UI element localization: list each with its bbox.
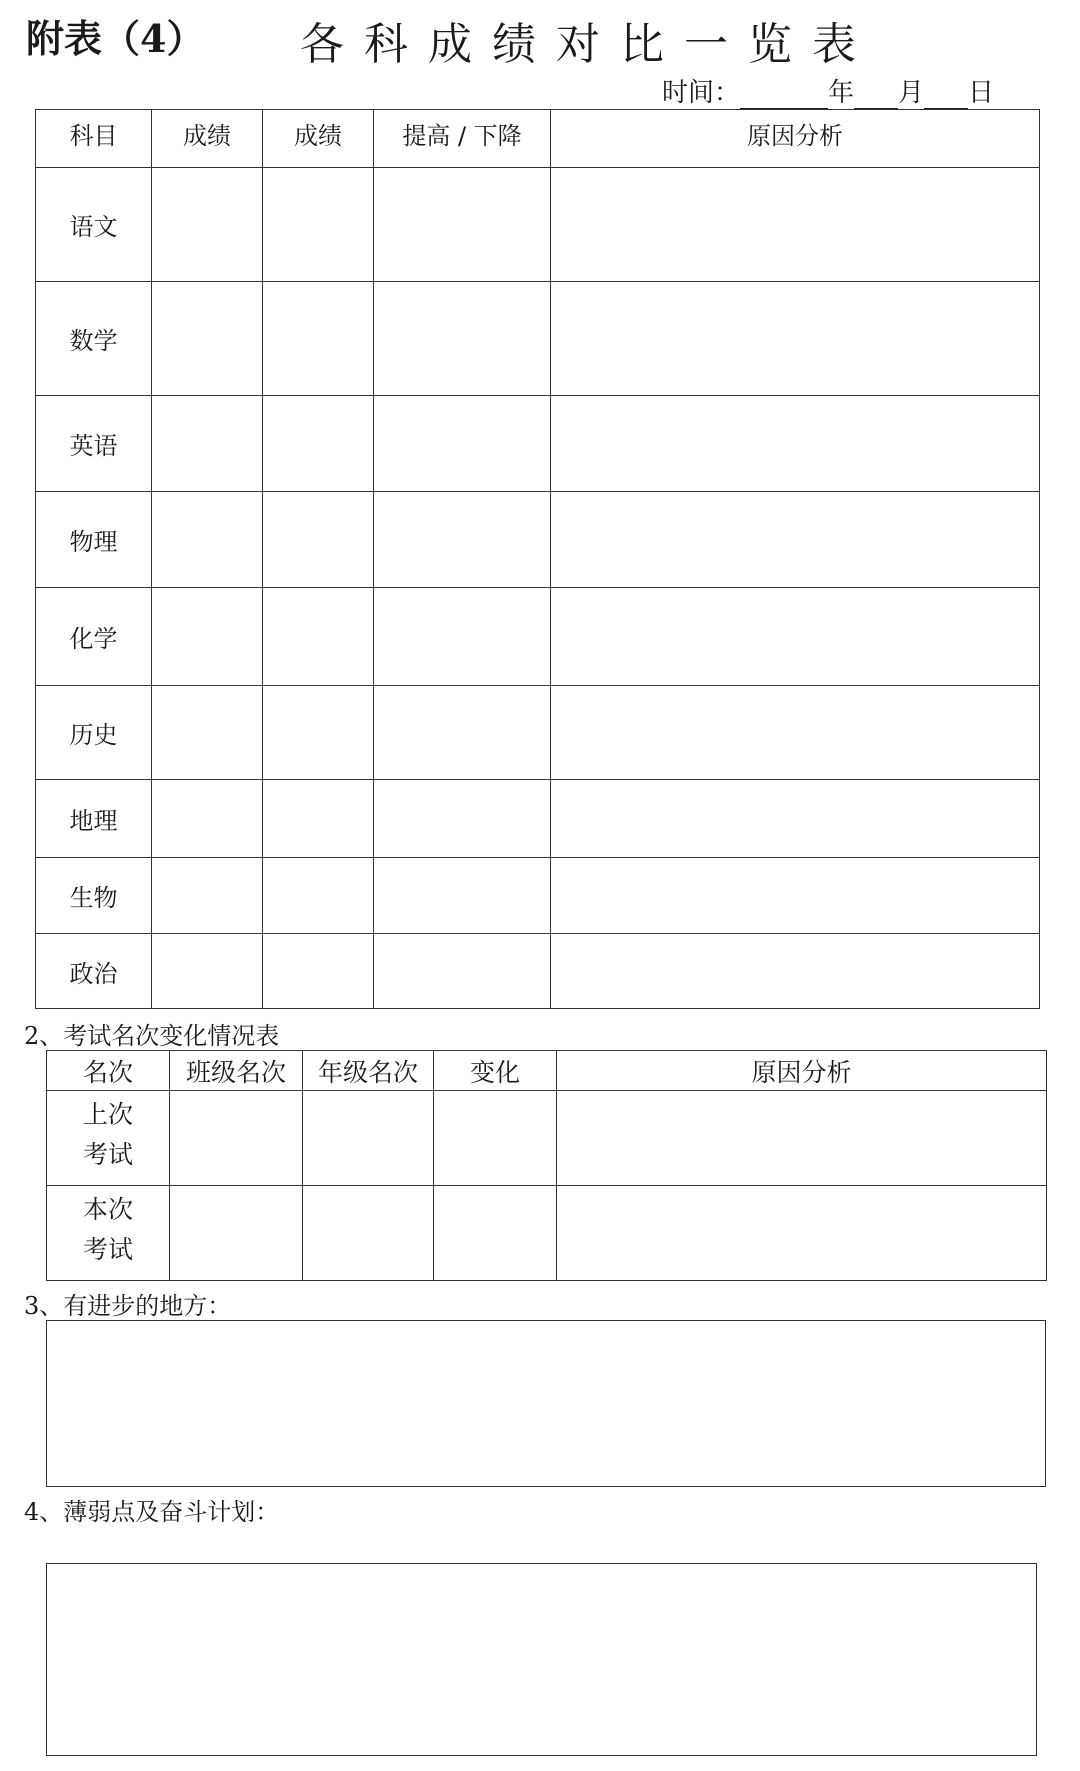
header-score-2: 成绩	[263, 110, 374, 168]
reason-cell[interactable]	[551, 858, 1040, 934]
row-label-last-exam	[47, 1091, 170, 1186]
reason-cell[interactable]	[557, 1186, 1047, 1281]
reason-cell[interactable]	[551, 168, 1040, 282]
subject-label: 物理	[36, 492, 152, 588]
row-label-line: 考试	[82, 1235, 133, 1264]
header-reason: 原因分析	[557, 1051, 1047, 1091]
score-cell[interactable]	[263, 934, 374, 1009]
table-row	[47, 1091, 1047, 1186]
score-cell[interactable]	[263, 282, 374, 396]
score-cell[interactable]	[152, 168, 263, 282]
score-cell[interactable]	[263, 686, 374, 780]
score-comparison-table	[35, 109, 1040, 1009]
change-cell[interactable]	[374, 934, 551, 1009]
change-cell[interactable]	[374, 588, 551, 686]
table-row	[36, 686, 1040, 780]
subject-label: 语文	[36, 168, 152, 282]
subject-label: 生物	[36, 858, 152, 934]
score-cell[interactable]	[263, 858, 374, 934]
reason-cell[interactable]	[551, 686, 1040, 780]
progress-box[interactable]	[46, 1320, 1046, 1487]
year-label: 年	[828, 78, 855, 108]
score-cell[interactable]	[152, 934, 263, 1009]
month-blank[interactable]	[854, 82, 898, 109]
score-cell[interactable]	[263, 168, 374, 282]
subject-label: 英语	[36, 396, 152, 492]
score-cell[interactable]	[152, 396, 263, 492]
progress-section-heading: 3、有进步的地方：	[24, 1292, 232, 1320]
score-cell[interactable]	[263, 588, 374, 686]
day-blank[interactable]	[924, 82, 968, 109]
header-reason: 原因分析	[551, 110, 1040, 168]
plan-section-heading: 4、薄弱点及奋斗计划：	[24, 1498, 280, 1526]
score-cell[interactable]	[152, 858, 263, 934]
plan-box[interactable]	[46, 1563, 1037, 1756]
change-cell[interactable]	[374, 686, 551, 780]
subject-label: 地理	[36, 780, 152, 858]
header-class-rank: 班级名次	[170, 1051, 303, 1091]
change-cell[interactable]	[374, 858, 551, 934]
row-label-line: 本次	[82, 1195, 133, 1224]
subject-label: 政治	[36, 934, 152, 1009]
class-rank-cell[interactable]	[170, 1091, 303, 1186]
date-prefix: 时间：	[662, 78, 741, 108]
score-cell[interactable]	[263, 396, 374, 492]
month-label: 月	[898, 78, 925, 108]
change-cell[interactable]	[434, 1186, 557, 1281]
change-cell[interactable]	[374, 282, 551, 396]
date-line	[662, 72, 994, 109]
reason-cell[interactable]	[557, 1091, 1047, 1186]
header-change: 变化	[434, 1051, 557, 1091]
table-row	[36, 588, 1040, 686]
row-label-line: 上次	[82, 1100, 133, 1129]
header-rank: 名次	[47, 1051, 170, 1091]
year-blank[interactable]	[740, 82, 828, 109]
header-subject: 科目	[36, 110, 152, 168]
reason-cell[interactable]	[551, 588, 1040, 686]
reason-cell[interactable]	[551, 396, 1040, 492]
appendix-label: 附表（4）	[26, 16, 205, 61]
change-cell[interactable]	[374, 396, 551, 492]
grade-rank-cell[interactable]	[303, 1186, 434, 1281]
table-header-row	[36, 110, 1040, 168]
table-row	[36, 858, 1040, 934]
score-cell[interactable]	[263, 780, 374, 858]
grade-rank-cell[interactable]	[303, 1091, 434, 1186]
day-label: 日	[968, 78, 995, 108]
header-score-1: 成绩	[152, 110, 263, 168]
reason-cell[interactable]	[551, 780, 1040, 858]
change-cell[interactable]	[374, 492, 551, 588]
table-row	[36, 282, 1040, 396]
reason-cell[interactable]	[551, 492, 1040, 588]
header-grade-rank: 年级名次	[303, 1051, 434, 1091]
table-row	[36, 780, 1040, 858]
subject-label: 数学	[36, 282, 152, 396]
rank-change-table	[46, 1050, 1047, 1281]
subject-label: 历史	[36, 686, 152, 780]
table-row	[36, 396, 1040, 492]
score-cell[interactable]	[152, 492, 263, 588]
change-cell[interactable]	[374, 780, 551, 858]
header-change: 提高 / 下降	[374, 110, 551, 168]
row-label-line: 考试	[82, 1140, 133, 1169]
score-cell[interactable]	[152, 686, 263, 780]
change-cell[interactable]	[434, 1091, 557, 1186]
reason-cell[interactable]	[551, 934, 1040, 1009]
score-cell[interactable]	[263, 492, 374, 588]
table-row	[36, 492, 1040, 588]
table-row	[47, 1186, 1047, 1281]
score-cell[interactable]	[152, 282, 263, 396]
table-row	[36, 168, 1040, 282]
table-row	[36, 934, 1040, 1009]
row-label-this-exam	[47, 1186, 170, 1281]
class-rank-cell[interactable]	[170, 1186, 303, 1281]
table-header-row	[47, 1051, 1047, 1091]
score-cell[interactable]	[152, 588, 263, 686]
page-title: 各科成绩对比一览表	[300, 19, 876, 70]
change-cell[interactable]	[374, 168, 551, 282]
reason-cell[interactable]	[551, 282, 1040, 396]
subject-label: 化学	[36, 588, 152, 686]
rank-section-heading: 2、考试名次变化情况表	[24, 1022, 280, 1050]
score-cell[interactable]	[152, 780, 263, 858]
